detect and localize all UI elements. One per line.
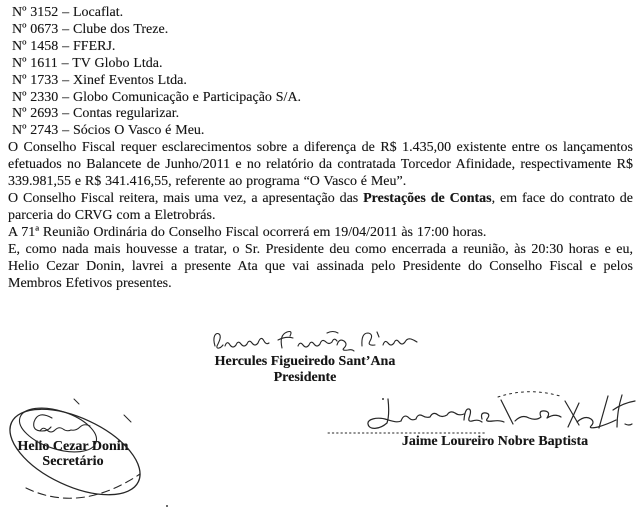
president-printed-name: Hercules Figueiredo Sant’Ana	[214, 354, 396, 369]
president-title: Presidente	[273, 370, 337, 385]
secretary-title: Secretário	[42, 454, 104, 469]
paragraph-prestacoes-prefix: O Conselho Fiscal reitera, mais uma vez, a apresentação das	[8, 190, 364, 206]
account-ledger-list	[8, 5, 633, 140]
member-handwritten-signature-icon	[325, 390, 640, 440]
paragraph-difference: O Conselho Fiscal requer esclarecimentos sobre a diferença de R$ 1.435,00 existente entre os lançamentos efetuados no Balancete de Junho/2011 e no relatório da contratada Torcedor Afinidade, respectivamente R$ 339.981,55 e R$ 341.416,55, referente ao programa “O Vasco é Meu”.	[8, 140, 633, 190]
secretary-printed-name: Helio Cezar Donin	[17, 439, 129, 454]
list-item: Nº 0673 – Clube dos Treze.	[12, 21, 169, 37]
list-item: Nº 1611 – TV Globo Ltda.	[12, 55, 163, 71]
document-text-block	[8, 5, 633, 292]
signature-block-secretary	[0, 396, 180, 521]
list-item: Nº 2743 – Sócios O Vasco é Meu.	[12, 123, 205, 139]
secretary-handwritten-signature-icon	[0, 396, 180, 521]
scan-speck	[382, 398, 384, 400]
paragraph-prestacoes-suffix: , em face do contrato de parceria do CRVG com a Eletrobrás.	[8, 190, 633, 223]
president-handwritten-signature-icon	[206, 328, 420, 354]
signature-block-president	[160, 326, 450, 386]
paragraph-proxima-reuniao: A 71ª Reunião Ordinária do Conselho Fiscal ocorrerá em 19/04/2011 às 17:00 horas.	[8, 224, 487, 240]
list-item: Nº 1733 – Xinef Eventos Ltda.	[12, 72, 187, 88]
paragraph-encerramento: E, como nada mais houvesse a tratar, o Sr. Presidente deu como encerrada a reunião, às 20:30 horas e eu, Helio Cezar Donin, lavrei a presente Ata que vai assinada pelo Presidente do Conselho Fiscal e pelos Membros Efetivos presentes.	[8, 241, 633, 291]
paragraph-prestacoes-bold-term: Prestações de Contas	[363, 190, 492, 206]
list-item: Nº 1458 – FFERJ.	[12, 38, 116, 54]
list-item: Nº 3152 – Locaflat.	[12, 5, 124, 20]
member-printed-name: Jaime Loureiro Nobre Baptista	[401, 434, 589, 449]
scan-speck	[166, 505, 168, 507]
paragraph-prestacoes-de-contas	[8, 191, 633, 225]
list-item: Nº 2330 – Globo Comunicação e Participação S/A.	[12, 89, 302, 105]
signature-block-member	[325, 390, 640, 452]
list-item: Nº 2693 – Contas regularizar.	[12, 106, 180, 122]
